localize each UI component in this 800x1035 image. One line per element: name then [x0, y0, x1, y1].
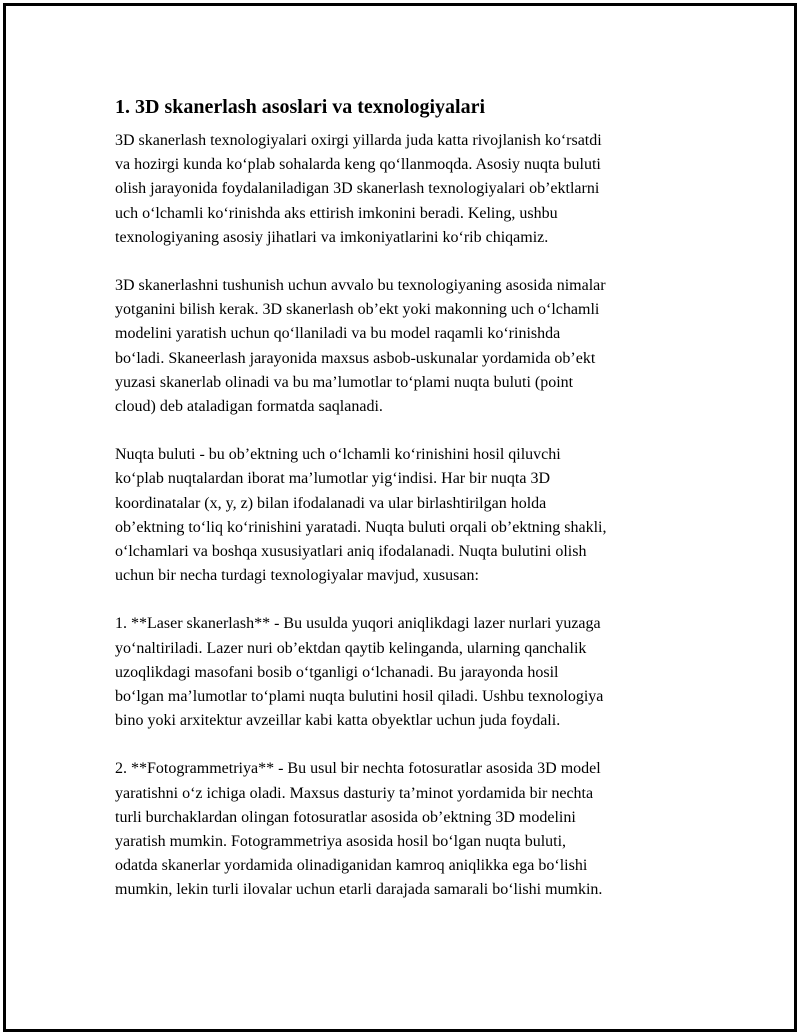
text-line: koʻplab nuqtalardan iborat maʼlumotlar yigʻindisi. Har bir nuqta 3D: [115, 470, 550, 488]
text-line: olish jarayonida foydalaniladigan 3D skanerlash texnologiyalari obʼektlarni: [115, 180, 600, 198]
text-line: texnologiyaning asosiy jihatlari va imkoniyatlarini koʻrib chiqamiz.: [115, 228, 549, 246]
section-heading: 1. 3D skanerlash asoslari va texnologiyalari: [115, 96, 486, 118]
document-body: [115, 94, 685, 927]
text-line: yuzasi skanerlab olinadi va bu maʼlumotlar toʻplami nuqta buluti (point: [115, 373, 574, 391]
text-line: oʻlchamlari va boshqa xususiyatlari aniq ifodalanadi. Nuqta bulutini olish: [115, 543, 587, 561]
text-line: cloud) deb ataladigan formatda saqlanadi.: [115, 398, 383, 416]
text-line: obʼektning toʻliq koʻrinishini yaratadi. Nuqta buluti orqali obʼektning shakli,: [115, 518, 607, 536]
text-line: boʻlgan maʼlumotlar toʻplami nuqta bulutini hosil qiladi. Ushbu texnologiya: [115, 688, 604, 706]
text-line: yaratishni oʻz ichiga oladi. Maxsus dasturiy taʼminot yordamida bir nechta: [115, 784, 594, 802]
text-line: uzoqlikdagi masofani bosib oʻtganligi oʻlchanadi. Bu jarayonda hosil: [115, 663, 559, 681]
text-line: koordinatalar (x, y, z) bilan ifodalanadi va ular birlashtirilgan holda: [115, 494, 547, 512]
text-line: turli burchaklardan olingan fotosuratlar asosida obʼektning 3D modelini: [115, 808, 576, 826]
text-line: yaratish mumkin. Fotogrammetriya asosida hosil boʻlgan nuqta buluti,: [115, 833, 567, 851]
text-line: 1. **Laser skanerlash** - Bu usulda yuqori aniqlikdagi lazer nurlari yuzaga: [115, 615, 601, 633]
text-line: bino yoki arxitektur avzeillar kabi katta obyektlar uchun juda foydali.: [115, 712, 561, 730]
paragraph-intro: [115, 129, 685, 250]
text-line: 2. **Fotogrammetriya** - Bu usul bir nechta fotosuratlar asosida 3D model: [115, 760, 601, 778]
text-line: boʻladi. Skaneerlash jarayonida maxsus asbob-uskunalar yordamida obʼekt: [115, 349, 596, 367]
text-line: 3D skanerlashni tushunish uchun avvalo bu texnologiyaning asosida nimalar: [115, 277, 606, 295]
text-line: uch oʻlchamli koʻrinishda aks ettirish imkonini beradi. Keling, ushbu: [115, 204, 558, 222]
text-line: Nuqta buluti - bu obʼektning uch oʻlchamli koʻrinishini hosil qiluvchi: [115, 446, 561, 464]
text-line: va hozirgi kunda koʻplab sohalarda keng qoʻllanmoqda. Asosiy nuqta buluti: [115, 156, 601, 174]
text-line: yotganini bilish kerak. 3D skanerlash obʼekt yoki makonning uch oʻlchamli: [115, 301, 600, 319]
text-line: 3D skanerlash texnologiyalari oxirgi yillarda juda katta rivojlanish koʻrsatdi: [115, 132, 602, 149]
paragraph-photogrammetry: [115, 757, 685, 902]
paragraph-basics: [115, 274, 685, 419]
text-line: uchun bir necha turdagi texnologiyalar mavjud, xususan:: [115, 567, 479, 585]
text-line: yoʻnaltiriladi. Lazer nuri obʼektdan qaytib kelinganda, ularning qanchalik: [115, 639, 587, 657]
text-line: odatda skanerlar yordamida olinadiganidan kamroq aniqlikka ega boʻlishi: [115, 857, 588, 875]
paragraph-laser-scanning: [115, 612, 685, 733]
text-line: modelini yaratish uchun qoʻllaniladi va bu model raqamli koʻrinishda: [115, 325, 561, 343]
text-line: mumkin, lekin turli ilovalar uchun etarli darajada samarali boʻlishi mumkin.: [115, 881, 603, 899]
paragraph-point-cloud: [115, 443, 685, 588]
